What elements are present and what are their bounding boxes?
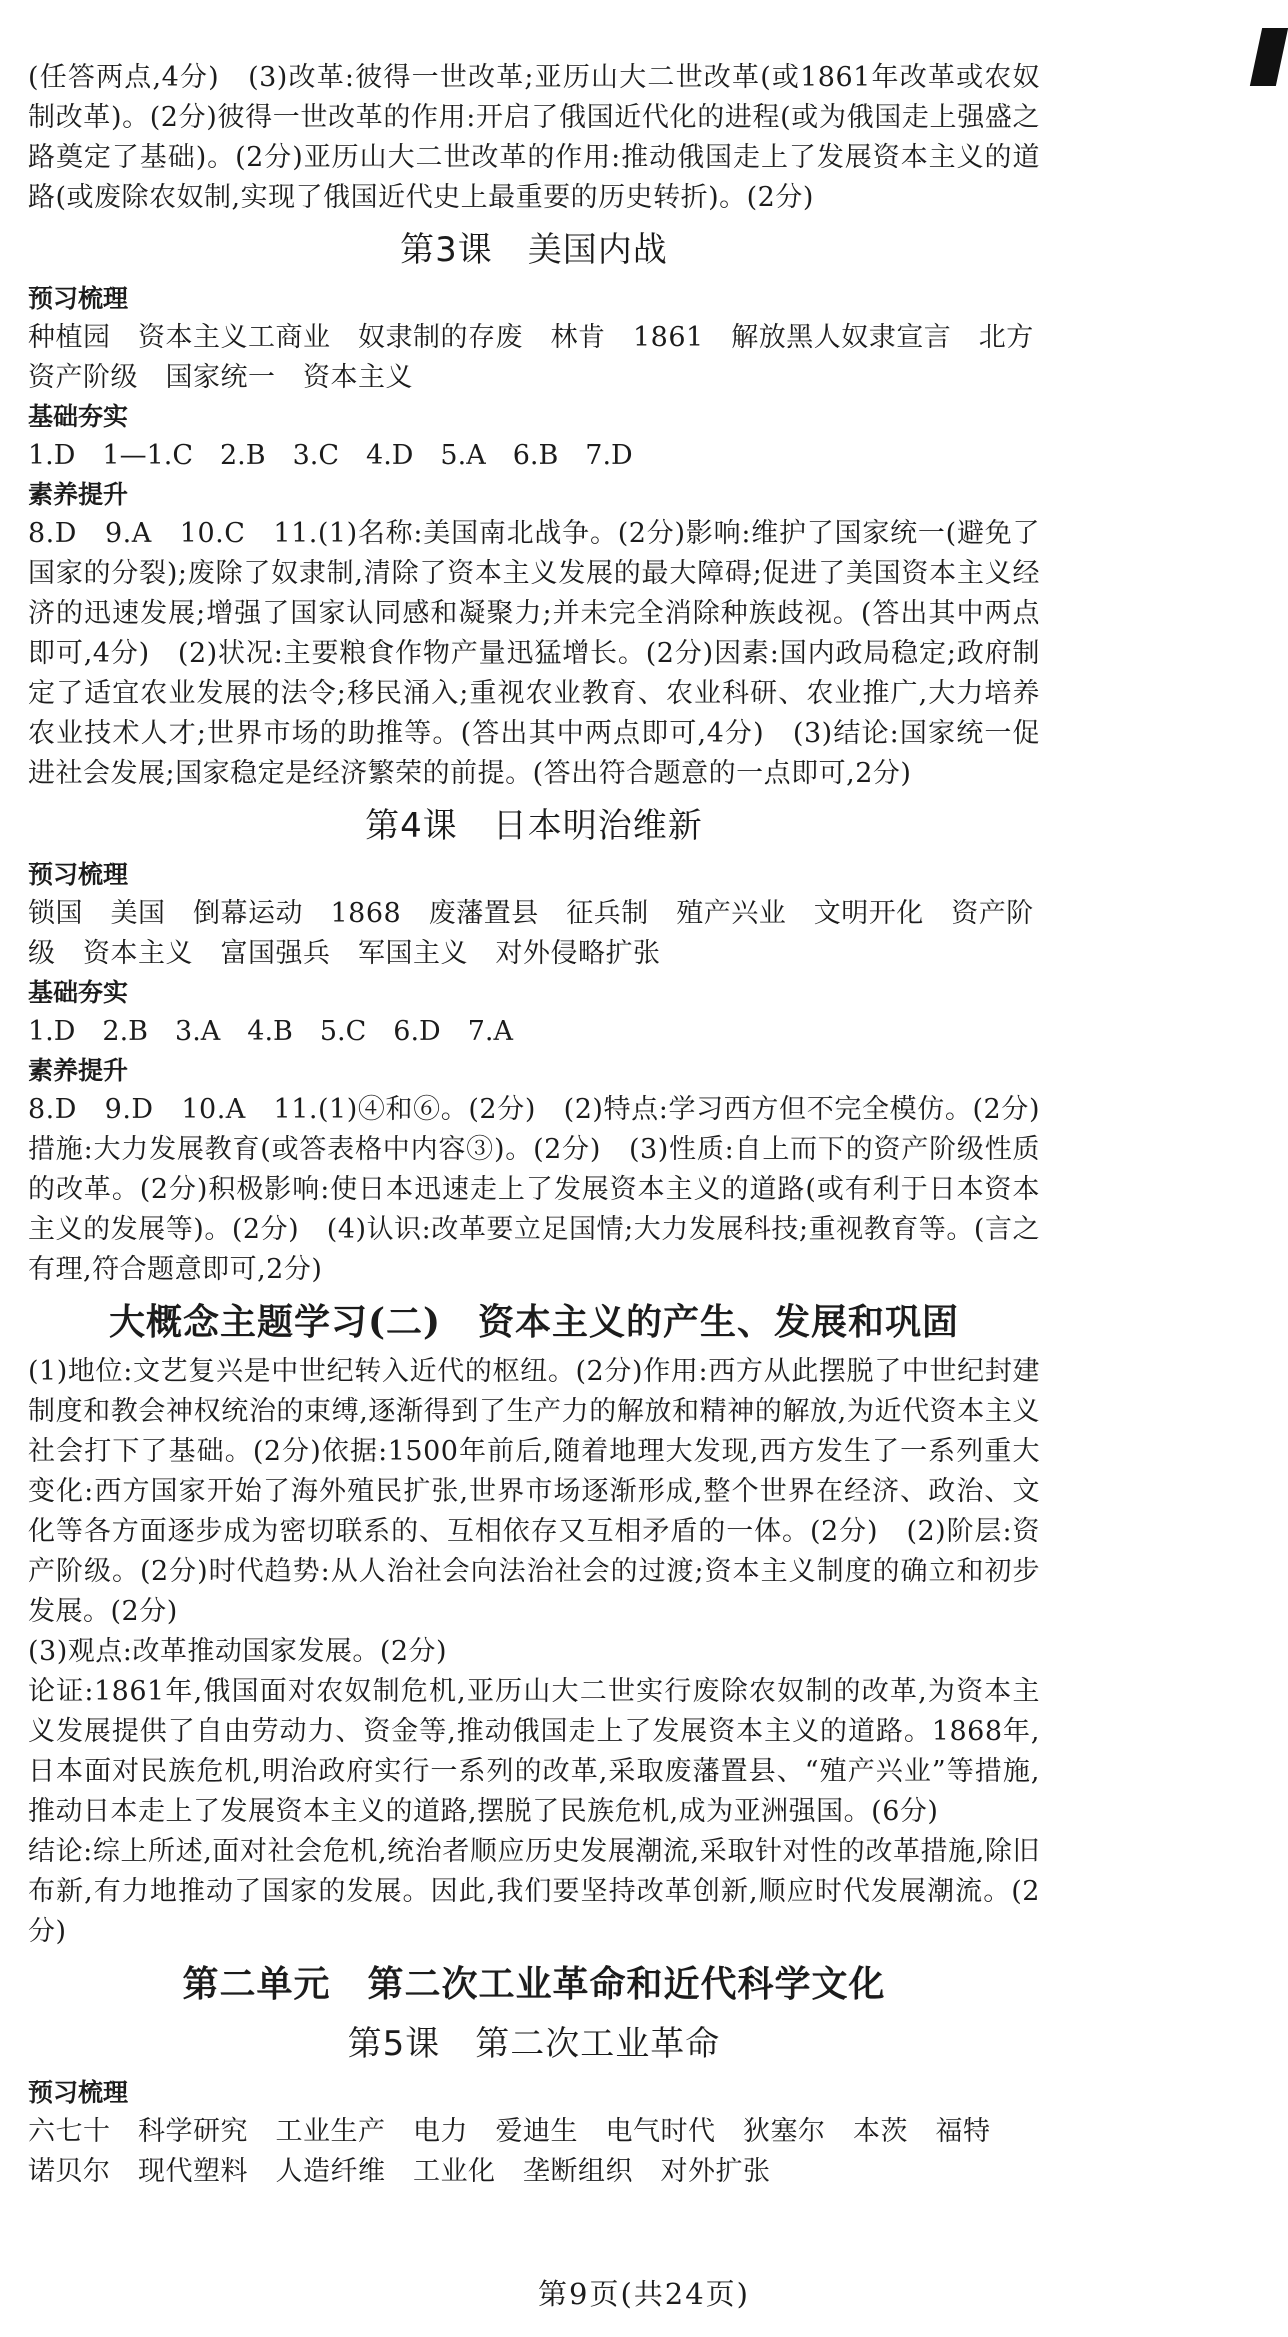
theme-study-title: 大概念主题学习(二) 资本主义的产生、发展和巩固 (108, 1301, 960, 1343)
basics-answers: 1.D 1—1.C 2.B 3.C 4.D 5.A 6.B 7.D (28, 440, 633, 471)
preview-label: 预习梳理 (28, 2078, 129, 2107)
basics-label: 基础夯实 (28, 402, 129, 431)
basics-answers: 1.D 2.B 3.A 4.B 5.C 6.D 7.A (28, 1016, 513, 1047)
improve-label: 素养提升 (28, 1056, 129, 1085)
unit-2-title: 第二单元 第二次工业革命和近代科学文化 (182, 1963, 886, 2005)
theme-paragraph: 论证:1861年,俄国面对农奴制危机,亚历山大二世实行废除农奴制的改革,为资本主义发展提供了自由劳动力、资金等,推动俄国走上了发展资本主义的道路。1868年,日本面对民族危机,明治政府实行一系列的改革,采取废藩置县、“殖产兴业”等措施,推动日本走上了发展资本主义的道路,摆脱了民族危机,成为亚洲强国。(6分) (28, 1676, 1040, 1827)
preview-label: 预习梳理 (28, 284, 129, 313)
corner-mark (1250, 28, 1288, 86)
answer-page-content (28, 58, 1062, 2192)
paragraph-reform-answer: (任答两点,4分) (3)改革:彼得一世改革;亚历山大二世改革(或1861年改革或农奴制改革)。(2分)彼得一世改革的作用:开启了俄国近代化的进程(或为俄国走上强盛之路奠定了基础)。(2分)亚历山大二世改革的作用:推动俄国走上了发展资本主义的道路(或废除农奴制,实现了俄国近代史上最重要的历史转折)。(2分) (28, 62, 1040, 213)
improve-answers: 8.D 9.D 10.A 11.(1)④和⑥。(2分) (2)特点:学习西方但不完全模仿。(2分)措施:大力发展教育(或答表格中内容③)。(2分) (3)性质:自上而下的资产阶级性质的改革。(2分)积极影响:使日本迅速走上了发展资本主义的道路(或有利于日本资本主义的发展等)。(2分) (4)认识:改革要立足国情;大力发展科技;重视教育等。(言之有理,符合题意即可,2分) (28, 1094, 1040, 1285)
theme-paragraph: (3)观点:改革推动国家发展。(2分) (28, 1636, 448, 1667)
theme-paragraph: (1)地位:文艺复兴是中世纪转入近代的枢纽。(2分)作用:西方从此摆脱了中世纪封建制度和教会神权统治的束缚,逐渐得到了生产力的解放和精神的解放,为近代资本主义社会打下了基础。(2分)依据:1500年前后,随着地理大发现,西方发生了一系列重大变化:西方国家开始了海外殖民扩张,世界市场逐渐形成,整个世界在经济、政治、文化等各方面逐步成为密切联系的、互相依存又互相矛盾的一体。(2分) (2)阶层:资产阶级。(2分)时代趋势:从人治社会向法治社会的过渡;资本主义制度的确立和初步发展。(2分) (28, 1356, 1040, 1627)
preview-keywords: 锁国 美国 倒幕运动 1868 废藩置县 征兵制 殖产兴业 文明开化 资产阶级 资本主义 富国强兵 军国主义 对外侵略扩张 (28, 898, 1034, 969)
theme-paragraph: 结论:综上所述,面对社会危机,统治者顺应历史发展潮流,采取针对性的改革措施,除旧布新,有力地推动了国家的发展。因此,我们要坚持改革创新,顺应时代发展潮流。(2分) (28, 1836, 1040, 1947)
preview-label: 预习梳理 (28, 860, 129, 889)
page-number-footer: 第9页(共24页) (538, 2277, 750, 2311)
improve-label: 素养提升 (28, 480, 129, 509)
lesson-4-title: 第4课 日本明治维新 (365, 806, 703, 846)
basics-label: 基础夯实 (28, 978, 129, 1007)
lesson-3-title: 第3课 美国内战 (400, 230, 668, 270)
preview-keywords: 种植园 资本主义工商业 奴隶制的存废 林肯 1861 解放黑人奴隶宣言 北方 资产阶级 国家统一 资本主义 (28, 322, 1062, 393)
lesson-5-title: 第5课 第二次工业革命 (347, 2024, 721, 2064)
preview-keywords: 六七十 科学研究 工业生产 电力 爱迪生 电气时代 狄塞尔 本茨 福特 诺贝尔 现代塑料 人造纤维 工业化 垄断组织 对外扩张 (28, 2116, 1018, 2187)
improve-answers: 8.D 9.A 10.C 11.(1)名称:美国南北战争。(2分)影响:维护了国家统一(避免了国家的分裂);废除了奴隶制,清除了资本主义发展的最大障碍;促进了美国资本主义经济的迅速发展;增强了国家认同感和凝聚力;并未完全消除种族歧视。(答出其中两点即可,4分) (2)状况:主要粮食作物产量迅猛增长。(2分)因素:国内政局稳定;政府制定了适宜农业发展的法令;移民涌入;重视农业教育、农业科研、农业推广,大力培养农业技术人才;世界市场的助推等。(答出其中两点即可,4分) (3)结论:国家统一促进社会发展;国家稳定是经济繁荣的前提。(答出符合题意的一点即可,2分) (28, 518, 1040, 789)
